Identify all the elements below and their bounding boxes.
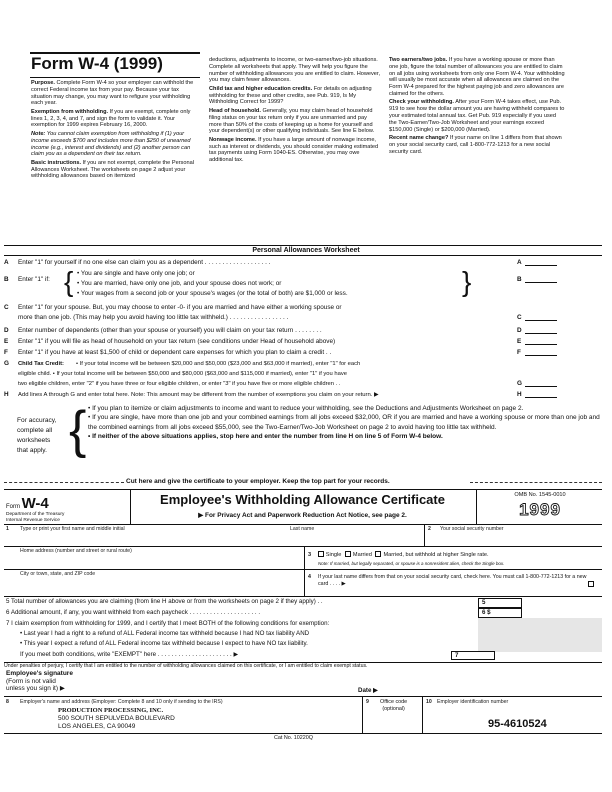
line-1-label: Type or print your first name and middle initial — [20, 526, 125, 532]
line-c-field[interactable] — [525, 314, 557, 321]
single-checkbox[interactable] — [318, 551, 324, 557]
basic-instructions-paragraph: Basic instructions. If you are not exempt, complete the Personal Allowances Worksheet. The worksheets on page 2 adjust your withholding allowances based on itemized — [31, 159, 194, 180]
line-7-shaded — [478, 618, 602, 652]
line-a-letter: A — [517, 259, 522, 266]
line-6: 6 Additional amount, if any, you want withheld from each paycheck . . . . . . . . . . . . . . . . . . . . . — [6, 609, 261, 616]
line-3: 3 Single Married Married, but withhold at higher Single rate. — [308, 552, 489, 558]
recent-name-paragraph: Recent name change? If your name on line 1 differs from that shown on your social security card, call 1-800-772-1213 for a new social security card. — [389, 135, 562, 155]
line-1-bottom-rule — [4, 546, 602, 547]
ssn-field[interactable] — [430, 533, 598, 544]
accuracy-brace: { — [69, 401, 87, 459]
purpose-paragraph: Purpose. Complete Form W-4 so your employer can withhold the correct Federal income tax from your pay. Because your tax situation may change, you may want to refigure your withholding each year. — [31, 80, 194, 107]
nonwage-paragraph: Nonwage income. If you have a large amount of nonwage income, such as interest or dividends, you should consider making estimated tax payments using Form 1040-ES. Otherwise, you may owe additional tax. — [209, 136, 379, 164]
line-g: G Child Tax Credit: • If your total income will be between $20,000 and $50,000 ($23,000 and $63,000 if married), enter "1" for each eligible child. • If your total income will be between $50,000 and $80,000 ($63,000 and $115,000 if married), enter "1" if you have two eligible children, enter "2" if you have three or four eligible children, or enter "3" if you have five or more eligible children . . G — [4, 360, 602, 388]
line-7: 7 I claim exemption from withholding for 1999, and I certify that I meet BOTH of the following conditions for exemption: — [6, 620, 330, 627]
cert-top-rule — [4, 489, 602, 490]
date-label: Date ▶ — [358, 687, 378, 694]
two-earners-paragraph: Two earners/two jobs. If you have a working spouse or more than one job, figure the total number of allowances you are entitled to claim on all jobs using worksheets from only one Form W-4. Your withholding will usually be most accurate when all allowances are claimed on the Form W-4 prepared for the highest paying job and zero allowances are claimed for the others. — [389, 57, 565, 98]
employer-bottom-rule — [4, 733, 602, 734]
instructions-col2 — [209, 57, 381, 242]
title-rule — [30, 77, 200, 78]
omb-number: OMB No. 1545-0010 — [514, 492, 566, 498]
signature-bottom-rule — [4, 696, 602, 697]
line-e-letter: E — [517, 338, 522, 345]
line-c: C Enter "1" for your spouse. But, you may choose to enter -0- if you are married and have either a working spouse or more than one job. (This may help you avoid having too little tax withheld.) . . . . . . . . . . . . . . . . . C — [4, 304, 602, 322]
cert-header-divider-right — [476, 490, 477, 524]
accuracy-bullet-1: • If you plan to itemize or claim adjustments to income and want to reduce your withholding, see the Deductions and Adjustments Worksheet on page 2. — [88, 405, 524, 412]
line-b-item-2: • You are married, have only one job, and your spouse does not work; or — [77, 280, 282, 287]
cat-number: Cat No. 10220Q — [274, 735, 313, 741]
line-7-box[interactable]: 7 — [451, 651, 495, 660]
cut-line-left — [4, 482, 124, 483]
line-b-letter: B — [517, 276, 522, 283]
worksheet-title-rule — [4, 255, 602, 256]
cert-department: Department of the Treasury Internal Revenue Service — [6, 512, 65, 523]
line-1-number: 1 — [6, 526, 9, 532]
line-f-field[interactable] — [525, 349, 557, 356]
line-7-bullet-3: If you meet both conditions, write "EXEMPT" here . . . . . . . . . . . . . . . . . . . . . . ▶ — [20, 651, 239, 658]
line-3-note: Note: If married, but legally separated, or spouse is a nonresident alien, check the Single box. — [318, 561, 505, 566]
note-paragraph: Note: You cannot claim exemption from withholding if (1) your income exceeds $700 and includes more than $250 of unearned income (e.g., interest and dividends) and (2) another person can claim you as a dependent on their tax return. — [31, 130, 191, 158]
head-household-paragraph: Head of household. Generally, you may claim head of household filing status on your tax return only if you are unmarried and pay more than 50% of the costs of keeping up a home for yourself and your dependent(s) or other qualifying individuals. See line E below. — [209, 107, 375, 135]
line-9-label: Office code (optional) — [380, 699, 408, 712]
col2-intro: deductions, adjustments to income, or two-earner/two-job situations. Complete all worksheets that apply. They will help you figure the number of withholding allowances you are entitled to claim. However, you may claim fewer allowances. — [209, 57, 381, 84]
perjury-statement: Under penalties of perjury, I certify that I am entitled to the number of withholding allowances claimed on this certificate, or I am entitled to claim exempt status. — [4, 663, 368, 669]
address-field[interactable] — [18, 555, 298, 567]
city-label: City or town, state, and ZIP code — [20, 571, 96, 577]
instructions-col1 — [31, 80, 199, 242]
signature-field[interactable] — [80, 676, 350, 692]
line-8-number: 8 — [6, 699, 9, 705]
form-title: Form W-4 (1999) — [31, 54, 163, 73]
line-7-bullet-2: • This year I expect a refund of ALL Federal income tax withheld because I expect to have NO tax liability. — [20, 640, 308, 647]
line-10-divider — [422, 697, 423, 733]
line-b: B Enter "1" if: { • You are single and have only one job; or • You are married, have only one job, and your spouse does not work; or • Your wages from a second job or your spouse's wages (or the total of both) are $1,000 or less. } B — [4, 270, 602, 300]
line-6-box[interactable]: 6 $ — [478, 608, 522, 618]
accuracy-bullet-2: • If you are single, have more than one job and your combined earnings from all jobs exceed $32,000, OR if you are married and have a working spouse or more than one job and the combined earnings from all jobs exceed $55,000, see the Two-Earner/Two-Job Worksheet on page 2 to avoid having too little tax withheld. — [88, 414, 600, 431]
child-credit-paragraph: Child tax and higher education credits. For details on adjusting withholding for these and other credits, see Pub. 919, Is My Withholding Correct for 1999? — [209, 85, 372, 106]
married-higher-single-label: Married, but withhold at higher Single rate. — [383, 552, 489, 558]
line-a-field[interactable] — [525, 259, 557, 266]
line-5-box[interactable]: 5 — [478, 598, 522, 608]
line-7-bullet-1: • Last year I had a right to a refund of ALL Federal income tax withheld because I had NO tax liability AND — [20, 630, 310, 637]
date-field[interactable] — [386, 683, 486, 693]
address-bottom-rule — [4, 569, 602, 570]
employer-street: 500 SOUTH SEPULVEDA BOULEVARD — [58, 715, 175, 722]
line-d-field[interactable] — [525, 327, 557, 334]
line-c-letter: C — [517, 314, 522, 321]
line-f-letter: F — [517, 349, 521, 356]
single-label: Single — [325, 552, 342, 558]
city-bottom-rule — [4, 596, 602, 597]
line-2-number: 2 — [428, 526, 431, 532]
city-field[interactable] — [18, 578, 298, 592]
line-e-field[interactable] — [525, 338, 557, 345]
line-d-letter: D — [517, 327, 522, 334]
accuracy-label: For accuracy, complete all worksheets that apply. — [17, 417, 57, 454]
line-h-letter: H — [517, 391, 522, 398]
line-b-item-3: • Your wages from a second job or your spouse's wages (or the total of both) are $1,000 or less. — [77, 290, 348, 297]
signature-label: Employee's signature (Form is not valid unless you sign it) ▶ — [6, 670, 73, 692]
line-10-label: Employer identification number — [437, 699, 509, 705]
married-label: Married — [352, 552, 372, 558]
line-3-divider — [304, 546, 305, 596]
line-10-number: 10 — [426, 699, 432, 705]
line-5: 5 Total number of allowances you are claiming (from line H above or from the worksheets on page 2 if they apply) . . — [6, 598, 323, 605]
married-checkbox[interactable] — [345, 551, 351, 557]
line-4: 4 If your last name differs from that on your social security card, check here. You must call 1-800-772-1213 for a new card . . . . ▶ — [308, 574, 587, 587]
employer-name: PRODUCTION PROCESSING, INC. — [58, 707, 164, 714]
line-g-field[interactable] — [525, 380, 557, 387]
line-8-label: Employer's name and address (Employer: Complete 8 and 10 only if sending to the IRS) — [20, 699, 223, 705]
accuracy-bullets — [88, 404, 600, 442]
cert-privacy-notice: ▶ For Privacy Act and Paperwork Reduction Act Notice, see page 2. — [198, 512, 407, 519]
cut-line-text: Cut here and give the certificate to your employer. Keep the top part for your records. — [126, 478, 390, 485]
employer-id-number: 95-4610524 — [488, 718, 547, 730]
check-withholding-paragraph: Check your withholding. After your Form W-4 takes effect, use Pub. 919 to see how the dollar amount you are having withheld compares to your estimated total annual tax. Get Pub. 919 especially if you used the Two-Earner/Two-Job Worksheet and your earnings exceed $150,000 (Single) or $200,000 (Married). — [389, 99, 565, 133]
cut-line-right — [470, 482, 602, 483]
line-b-left-brace: { — [64, 266, 74, 297]
instructions-col3 — [389, 57, 565, 242]
cert-form-name: Form W-4 — [6, 495, 49, 512]
worksheet-title: Personal Allowances Worksheet — [252, 247, 360, 254]
line-g-letter: G — [517, 380, 522, 387]
office-code-field[interactable] — [366, 716, 416, 730]
address-label: Home address (number and street or rural route) — [20, 548, 132, 554]
married-higher-single-checkbox[interactable] — [375, 551, 381, 557]
line-b-item-1: • You are single and have only one job; or — [77, 270, 195, 277]
line-b-items — [77, 269, 348, 299]
last-name-label: Last name — [290, 526, 315, 532]
line-9-number: 9 — [366, 699, 369, 705]
line-9-divider — [362, 697, 363, 733]
exemption-paragraph: Exemption from withholding. If you are exempt, complete only lines 1, 2, 3, 4, and 7, and sign the form to validate it. Your exemption for 1999 expires February 16, 2000. — [31, 108, 191, 129]
line-1-divider — [424, 524, 425, 546]
line-2-label: Your social security number — [440, 526, 504, 532]
last-name-field[interactable] — [288, 533, 420, 544]
name-differs-checkbox[interactable] — [588, 581, 594, 587]
cert-header-bottom-rule — [4, 524, 602, 525]
first-name-field[interactable] — [18, 533, 280, 544]
line-h-field[interactable] — [525, 391, 557, 398]
cert-title: Employee's Withholding Allowance Certificate — [160, 492, 445, 507]
employer-city: LOS ANGELES, CA 90049 — [58, 723, 136, 730]
line-b-right-brace: } — [462, 266, 472, 297]
line-b-field[interactable] — [525, 276, 557, 283]
accuracy-bullet-3: • If neither of the above situations applies, stop here and enter the number from line H on line 5 of Form W-4 below. — [88, 433, 443, 441]
tax-year: 1999 — [519, 500, 561, 519]
